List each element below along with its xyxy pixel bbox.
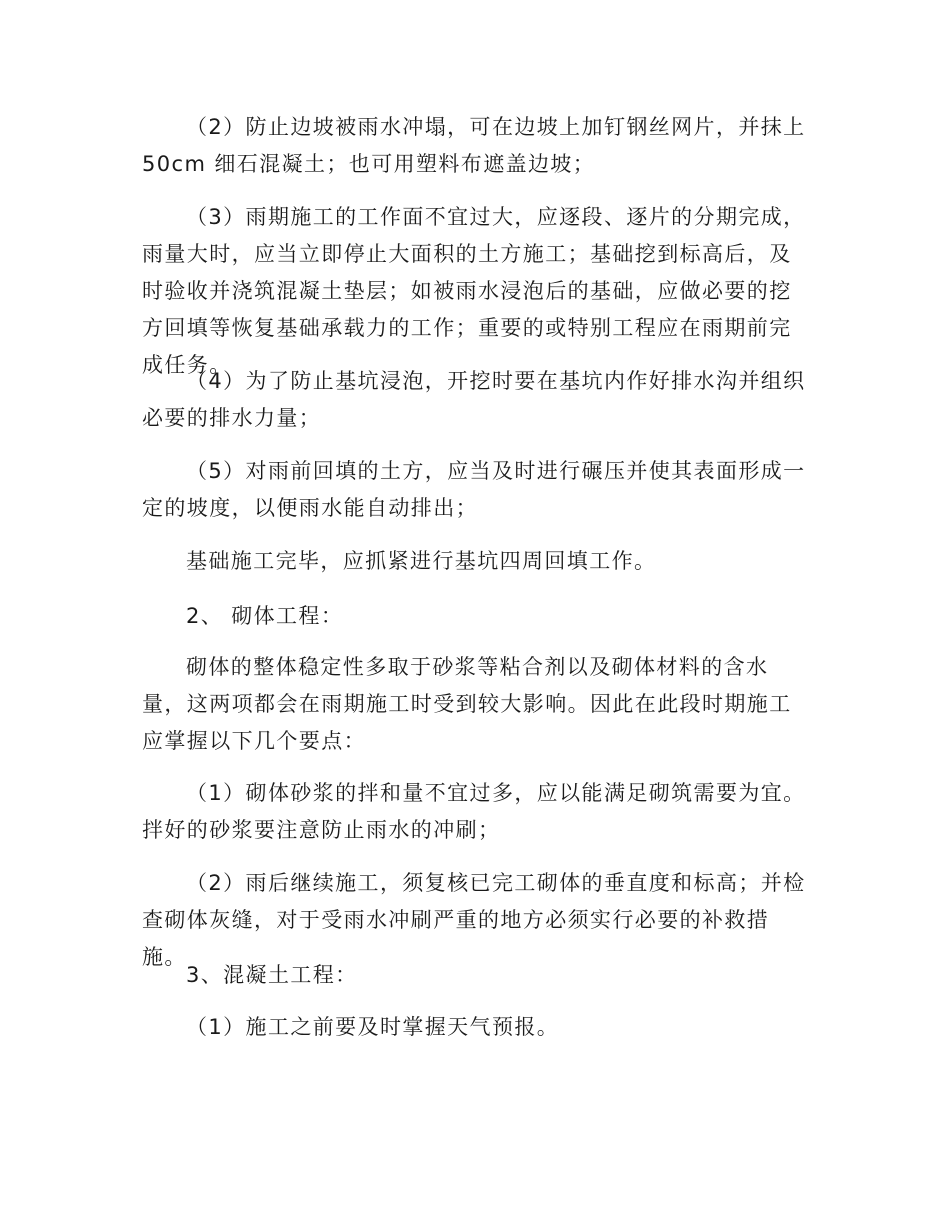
paragraph-mortar-quantity: （1）砌体砂浆的拌和量不宜过多，应以能满足砌筑需要为宜。拌好的砂浆要注意防止雨水的冲刷； xyxy=(142,781,806,842)
paragraph-foundation-complete: 基础施工完毕，应抓紧进行基坑四周回填工作。 xyxy=(186,549,657,573)
paragraph-slope-protection: （2）防止边坡被雨水冲塌，可在边坡上加钉钢丝网片，并抹上50cm 细石混凝土；也可用塑料布遮盖边坡； xyxy=(142,115,806,176)
section-heading-concrete: 3、混凝土工程： xyxy=(186,963,358,987)
paragraph-backfill-compaction: （5）对雨前回填的土方，应当及时进行碾压并使其表面形成一定的坡度，以便雨水能自动排出； xyxy=(142,459,806,520)
paragraph-pit-drainage: （4）为了防止基坑浸泡，开挖时要在基坑内作好排水沟并组织必要的排水力量； xyxy=(142,369,806,430)
paragraph-masonry-stability: 砌体的整体稳定性多取于砂浆等粘合剂以及砌体材料的含水量，这两项都会在雨期施工时受到较大影响。因此在此段时期施工应掌握以下几个要点： xyxy=(142,655,792,753)
paragraph-work-surface: （3）雨期施工的工作面不宜过大，应逐段、逐片的分期完成，雨量大时，应当立即停止大面积的土方施工；基础挖到标高后，及时验收并浇筑混凝土垫层；如被雨水浸泡后的基础，应做必要的挖方回填等恢复基础承载力的工作；重要的或特别工程应在雨期前完成任务。 xyxy=(142,205,806,377)
section-heading-masonry: 2、 砌体工程： xyxy=(186,604,344,628)
paragraph-post-rain-check: （2）雨后继续施工，须复核已完工砌体的垂直度和标高；并检查砌体灰缝，对于受雨水冲刷严重的地方必须实行必要的补救措施。 xyxy=(142,871,806,969)
paragraph-weather-forecast: （1）施工之前要及时掌握天气预报。 xyxy=(186,1015,560,1039)
